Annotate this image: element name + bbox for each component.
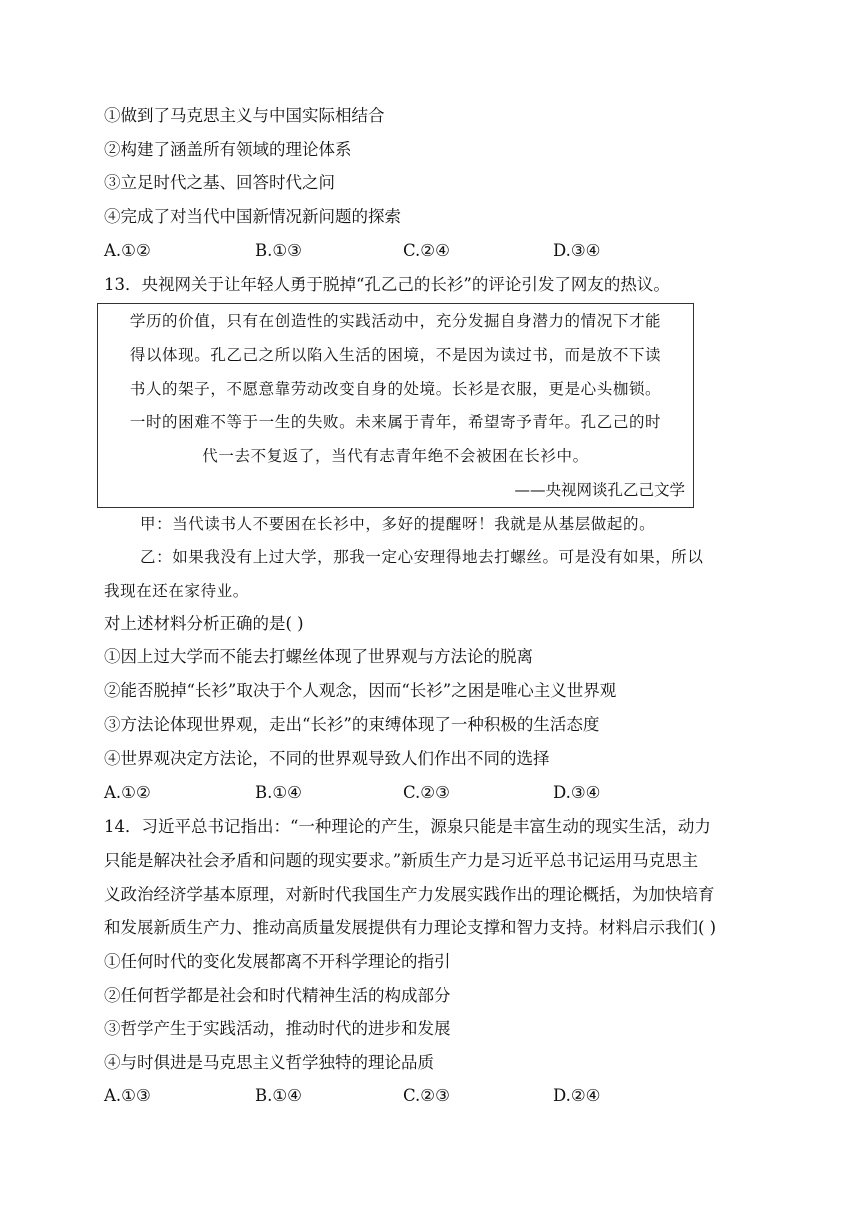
dialogue-yi-line-1: 乙：如果我没有上过大学，那我一定心安理得地去打螺丝。可是没有如果，所以 bbox=[140, 548, 704, 566]
q12-option-a: A.①② bbox=[104, 241, 151, 260]
material-line-4: 一时的困难不等于一生的失败。未来属于青年，希望寄予青年。孔乙己的时 bbox=[129, 413, 662, 431]
q14-stem-line-2: 只能是解决社会矛盾和问题的现实要求。”新质生产力是习近平总书记运用马克思主 bbox=[104, 851, 699, 870]
q13-item-3: ③方法论体现世界观，走出“长衫”的束缚体现了一种积极的生活态度 bbox=[104, 715, 600, 734]
q12-option-d: D.③④ bbox=[553, 241, 601, 260]
material-source: ——央视网谈孔乙己文学 bbox=[514, 481, 685, 499]
dialogue-yi-line-2: 我现在还在家待业。 bbox=[104, 582, 249, 600]
q14-option-a: A.①③ bbox=[104, 1086, 151, 1105]
q14-option-b: B.①④ bbox=[255, 1086, 302, 1105]
q14-stem-line-3: 义政治经济学基本原理，对新时代我国生产力发展实践作出的理论概括，为加快培育 bbox=[104, 885, 715, 904]
material-line-1: 学历的价值，只有在创造性的实践活动中，充分发掘自身潜力的情况下才能 bbox=[129, 312, 662, 330]
q14-item-2: ②任何哲学都是社会和时代精神生活的构成部分 bbox=[104, 986, 451, 1005]
q12-item-2: ②构建了涵盖所有领域的理论体系 bbox=[104, 140, 352, 159]
material-box bbox=[97, 303, 694, 508]
q13-item-4: ④世界观决定方法论，不同的世界观导致人们作出不同的选择 bbox=[104, 749, 550, 768]
q13-item-1: ①因上过大学而不能去打螺丝体现了世界观与方法论的脱离 bbox=[104, 647, 533, 666]
q14-stem-line-4: 和发展新质生产力、推动高质量发展提供有力理论支撑和智力支持。材料启示我们( ) bbox=[104, 918, 717, 937]
q14-option-d: D.②④ bbox=[553, 1086, 601, 1105]
q13-option-a: A.①② bbox=[104, 783, 151, 802]
q14-option-c: C.②③ bbox=[403, 1086, 450, 1105]
q12-item-1: ①做到了马克思主义与中国实际相结合 bbox=[104, 106, 385, 125]
q12-item-4: ④完成了对当代中国新情况新问题的探索 bbox=[104, 207, 401, 226]
q13-question: 对上述材料分析正确的是( ) bbox=[104, 614, 304, 633]
material-line-3: 书人的架子，不愿意靠劳动改变自身的处境。长衫是衣服，更是心头枷锁。 bbox=[129, 380, 662, 398]
q12-option-b: B.①③ bbox=[255, 241, 302, 260]
q12-option-c: C.②④ bbox=[403, 241, 450, 260]
q13-option-b: B.①④ bbox=[255, 783, 302, 802]
q14-item-3: ③哲学产生于实践活动，推动时代的进步和发展 bbox=[104, 1019, 451, 1038]
q14-item-1: ①任何时代的变化发展都离不开科学理论的指引 bbox=[104, 952, 451, 971]
material-line-5: 代一去不复返了，当代有志青年绝不会被困在长衫中。 bbox=[202, 447, 589, 465]
q13-option-d: D.③④ bbox=[553, 783, 601, 802]
q13-item-2: ②能否脱掉“长衫”取决于个人观念，因而“长衫”之困是唯心主义世界观 bbox=[104, 681, 617, 700]
q14-item-4: ④与时俱进是马克思主义哲学独特的理论品质 bbox=[104, 1053, 434, 1072]
material-line-2: 得以体现。孔乙己之所以陷入生活的困境，不是因为读过书，而是放不下读 bbox=[129, 346, 662, 364]
q13-stem: 13．央视网关于让年轻人勇于脱掉“孔乙己的长衫”的评论引发了网友的热议。 bbox=[104, 275, 670, 294]
q14-stem-line-1: 14．习近平总书记指出：“一种理论的产生，源泉只能是丰富生动的现实生活，动力 bbox=[104, 817, 711, 836]
q12-item-3: ③立足时代之基、回答时代之问 bbox=[104, 173, 335, 192]
dialogue-jia: 甲：当代读书人不要困在长衫中，多好的提醒呀！我就是从基层做起的。 bbox=[140, 515, 656, 533]
q13-option-c: C.②③ bbox=[403, 783, 450, 802]
